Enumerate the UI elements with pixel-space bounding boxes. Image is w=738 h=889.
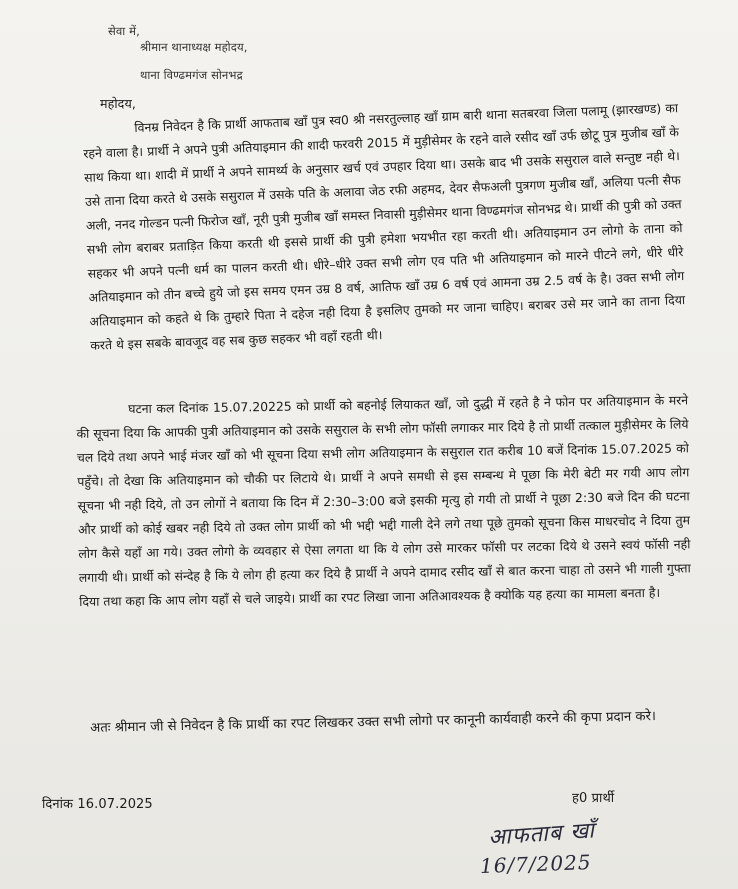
- greeting: महोदय,: [100, 96, 136, 111]
- body-paragraph-1-text: विनम्र निवेदन है कि प्रार्थी आफताब खाँ पुत्र स्व0 श्री नसरतुल्लाह खाँ ग्राम बारी थाना सतबरवा जिला पलामू (झारखण्ड) का रहने वाला है। प्रार्थी ने अपने पुत्री अतियाइमान की शादी फरवरी 2015 में मुड़ीसेमर के रहने वाले रसीद खाँ उर्फ छोटू पुत्र मुजीब खाँ के साथ किया था। शादी में प्रार्थी ने अपने सामर्थ्य के अनुसार खर्च एवं उपहार दिया था। उसके बाद भी उसके ससुराल वाले सन्तुष्ट नही थे। उसे ताना दिया करते थे उसके ससुराल में उसके पति के अलावा जेठ रफी अहमद, देवर सैफअली पुत्रगण मुजीब खाँ, अलिया पत्नी सैफ अली, ननद गोल्डन पत्नी फिरोज खाँ, नूरी पुत्री मुजीब खाँ समस्त निवासी मुड़ीसेमर थाना विण्ढमगंज सोनभद्र थे। प्रार्थी की पुत्री को उक्त सभी लोग बराबर प्रताड़ित किया करती थी इससे प्रार्थी की पुत्री हमेशा भयभीत रहा करती थी। अतियाइमान उन लोगो के ताना को सहकर भी अपने पत्नी धर्म का पालन करती थी। धीरे–धीरे उक्त सभी लोग एव पति भी अतियाइमान को मारने पीटने लगे, धीरे धीरे अतियाइमान को तीन बच्चे हुये जो इस समय एमन उम्र 8 वर्ष, आतिफ खाँ उम्र 6 वर्ष एवं आमना उम्र 2.5 वर्ष के है। उक्त सभी लोग अतियाइमान को कहते थे कि तुम्हारे पिता ने दहेज नही दिया है इसलिए तुमको मर जाना चाहिए। बराबर उसे मर जाने का ताना दिया करते थे इस सबके बावजूद वह सब कुछ सहकर भी वहाँ रहती थी।: [83, 100, 686, 353]
- body-paragraph-1: [82, 96, 686, 358]
- addressee: श्रीमान थानाध्यक्ष महोदय,: [140, 40, 248, 54]
- salutation-to: सेवा में,: [108, 24, 140, 38]
- request-paragraph: [38, 704, 698, 742]
- body-paragraph-2: [76, 388, 691, 614]
- paragraph-indent: [76, 413, 128, 414]
- handwritten-date: 16/7/2025: [479, 850, 592, 878]
- handwritten-signature: आफताब खाँ: [487, 818, 596, 851]
- paragraph-indent: [83, 132, 135, 134]
- letter-date: दिनांक 16.07.2025: [42, 797, 153, 812]
- paragraph-indent: [38, 732, 90, 733]
- body-paragraph-2-text: घटना कल दिनांक 15.07.20225 को प्रार्थी को बहनोई लियाकत खाँ, जो दुद्धी में रहते है ने फोन पर अतियाइमान के मरने की सूचना दिया कि आपकी पुत्री अतियाइमान को उसके ससुराल के सभी लोग फॉसी लगाकर मार दिये है तो प्रार्थी तत्काल मुड़ीसेमर के लिये चल दिये तथा अपने भाई मंजर खाँ को भी सूचना दिया सभी लोग अतियाइमान के ससुराल रात करीब 10 बजें दिनांक 15.07.2025 को पहुँचे। तो देखा कि अतियाइमान को चौकी पर लिटाये थे। प्रार्थी ने अपने समधी से इस सम्बन्ध मे पूछा कि मेरी बेटी मर गयी आप लोग सूचना भी नही दिये, तो उन लोगों ने बताया कि दिन में 2:30–3:00 बजे इसकी मृत्यु हो गयी तो प्रार्थी ने पूछा 2:30 बजे दिन की घटना और प्रार्थी को कोई खबर नही दिये तो उक्त लोग प्रार्थी को भी भद्दी भद्दी गाली देने लगे तथा पूछे तुमको सूचना किस माधरचोद ने दिया तुम लोग कैसे यहाँ आ गये। उक्त लोगो के व्यवहार से ऐसा लगता था कि ये लोग उसे मारकर फॉसी पर लटका दिये थे उसने स्वयं फॉसी नही लगायी थी। प्रार्थी को संन्देह है कि ये लोग ही हत्या कर दिये है प्रार्थी ने अपने दामाद रसीद खाँ से बात करना चाहा तो उसने भी गाली गुफ्ता दिया तथा कहा कि आप लोग यहाँ से चले जाइये। प्रार्थी का रपट लिखा जाना अतिआवश्यक है क्योकि यह हत्या का मामला बनता है।: [76, 392, 691, 609]
- signature-label: ह0 प्रार्थी: [572, 791, 615, 806]
- police-station: थाना विण्ढमगंज सोनभद्र: [140, 68, 243, 82]
- request-paragraph-text: अतः श्रीमान जी से निवेदन है कि प्रार्थी का रपट लिखकर उक्त सभी लोगो पर कानूनी कार्यवाही करने की कृपा प्रदान करे।: [90, 709, 657, 736]
